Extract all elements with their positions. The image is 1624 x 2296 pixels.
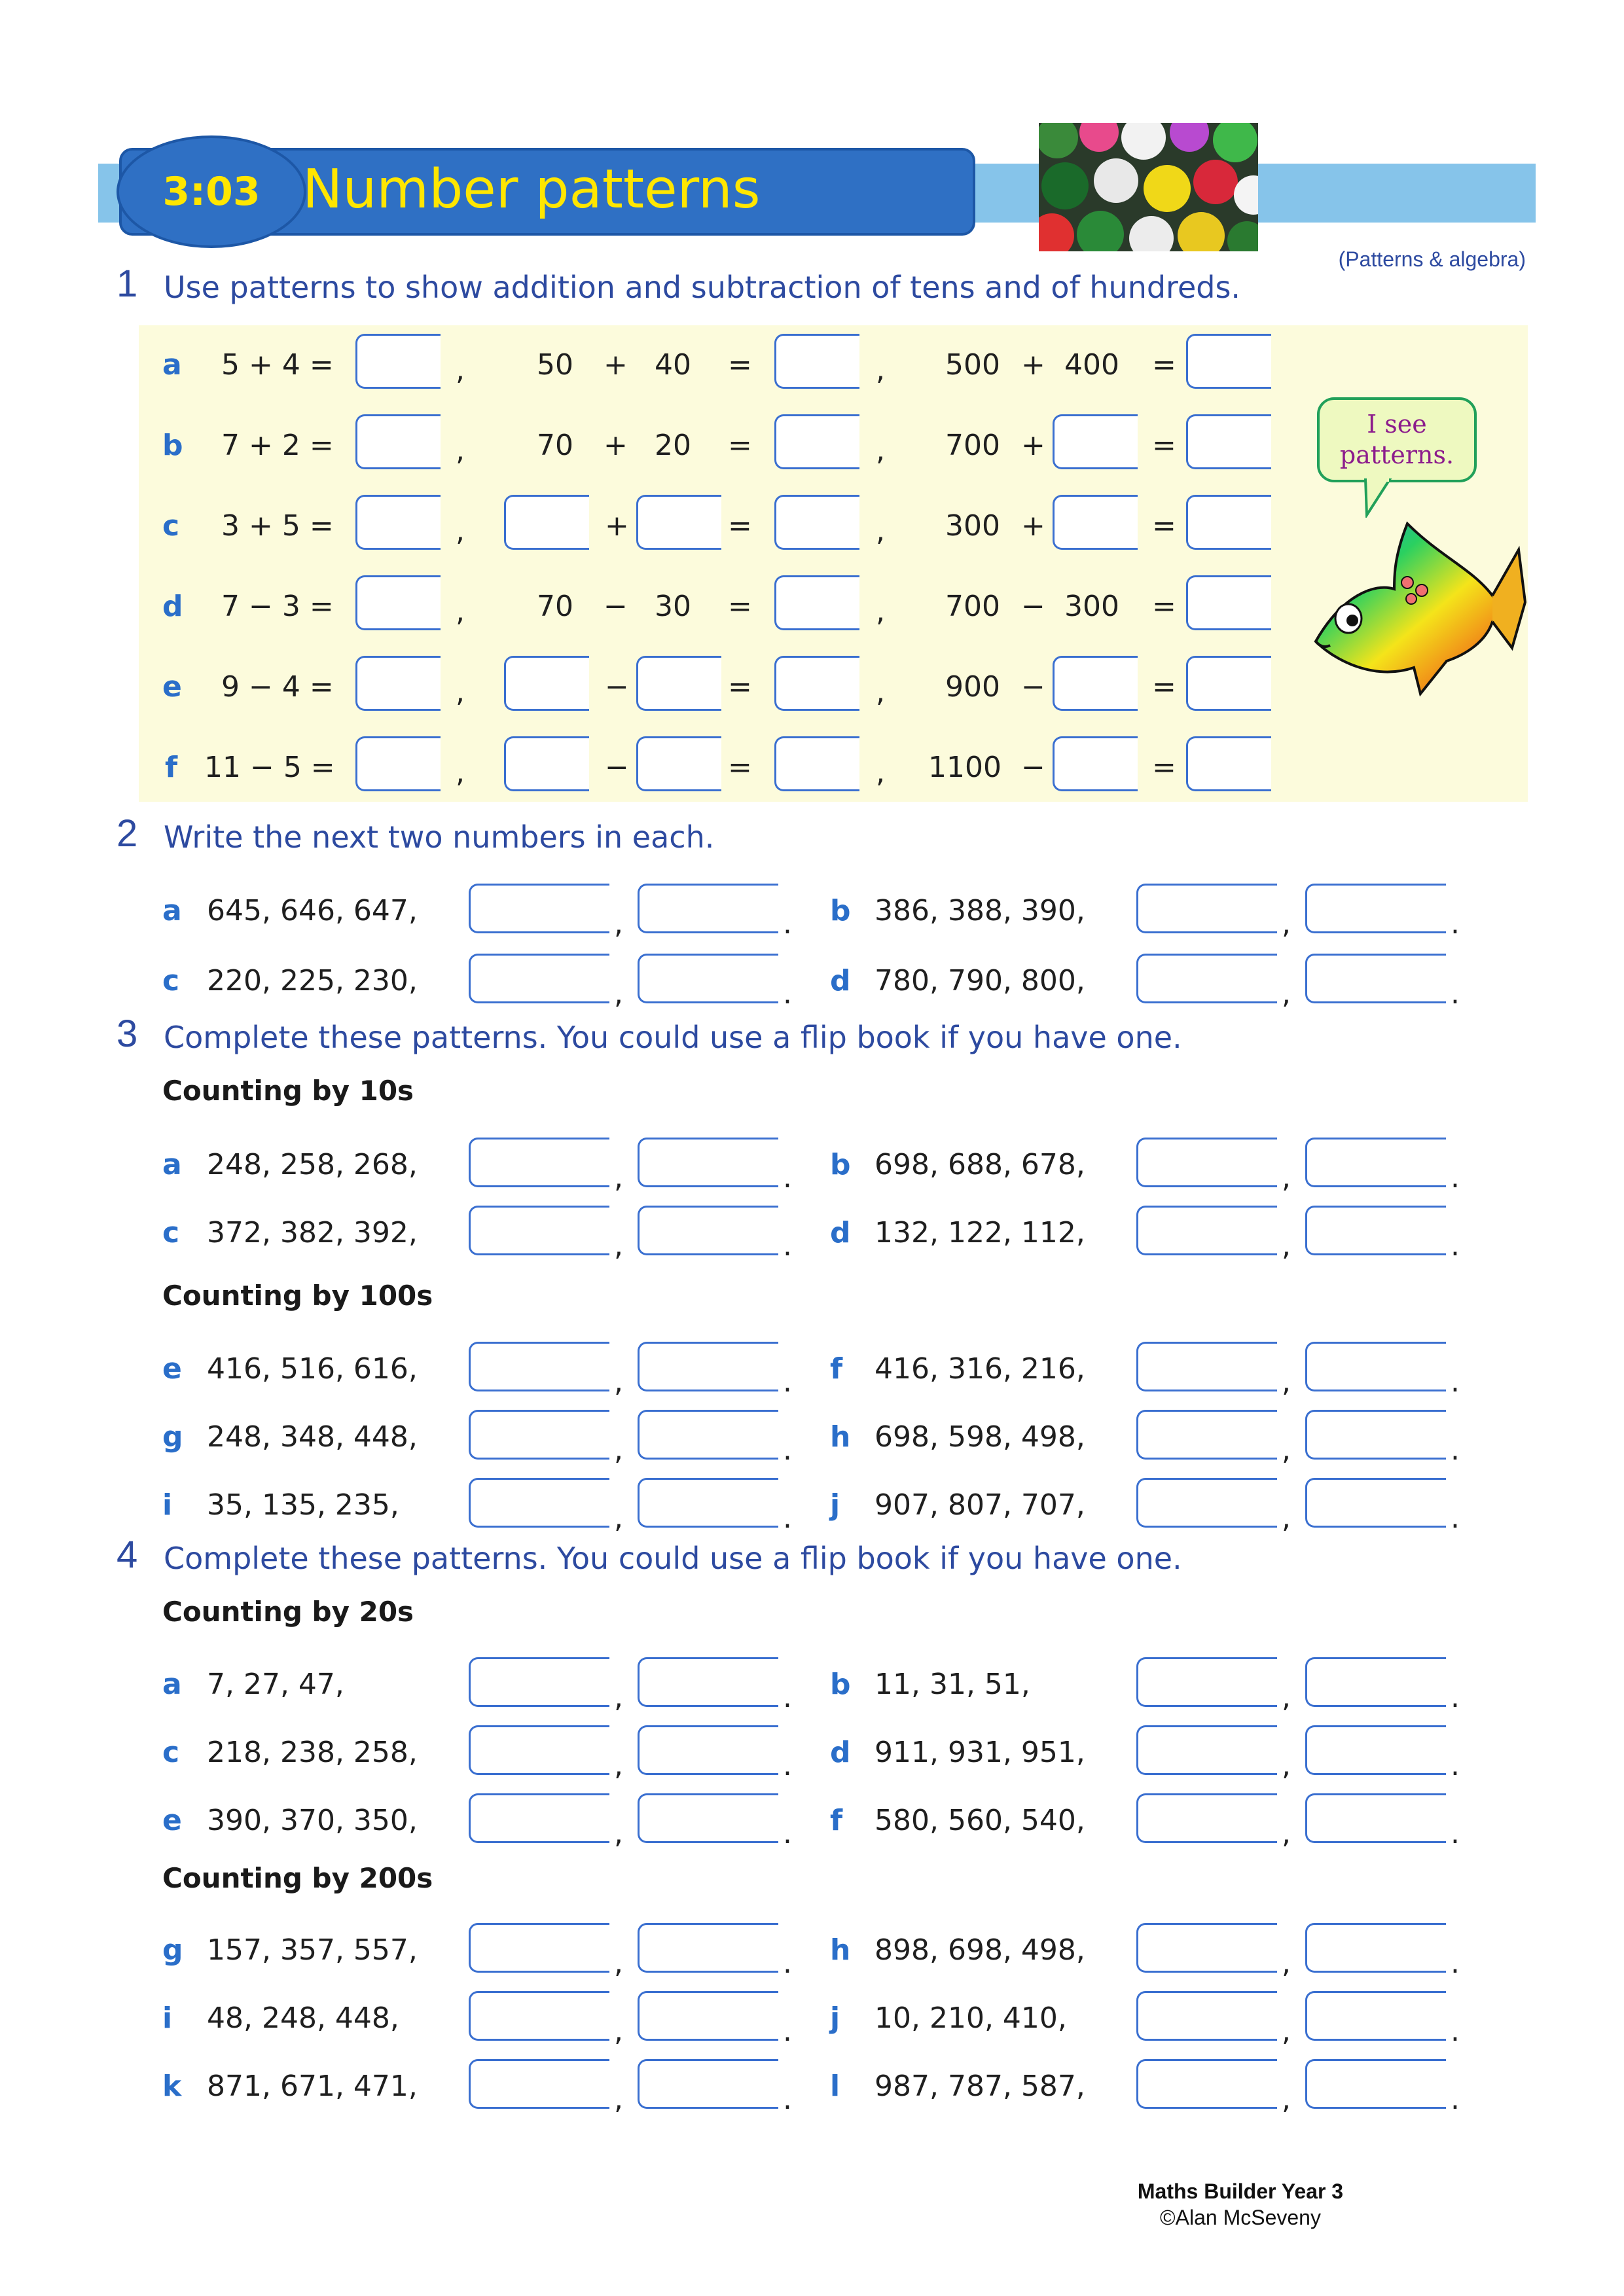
period: .: [1451, 1229, 1460, 1263]
comma: ,: [1282, 1817, 1291, 1850]
q1-mid-box-2[interactable]: [636, 656, 721, 711]
period: .: [1451, 1749, 1460, 1782]
answer-box-2[interactable]: [1305, 1991, 1446, 2041]
q1-expression: 11 − 5 =: [204, 751, 335, 784]
q1-mid-value-2: 30: [655, 590, 691, 623]
answer-box-1[interactable]: [1136, 954, 1277, 1003]
item-sequence: 911, 931, 951,: [875, 1736, 1085, 1769]
period: .: [1451, 1817, 1460, 1850]
q1-mid-value-1: 50: [537, 348, 573, 382]
item-letter: e: [162, 1804, 182, 1837]
q1-equals: =: [1152, 348, 1176, 382]
answer-box-2[interactable]: [638, 1138, 778, 1187]
period: .: [783, 2083, 792, 2116]
q1-equals: =: [1152, 429, 1176, 462]
answer-box-1[interactable]: [469, 1342, 609, 1391]
answer-box-1[interactable]: [469, 1410, 609, 1460]
comma: ,: [614, 1817, 623, 1850]
comma: ,: [614, 2083, 623, 2116]
item-letter: i: [162, 1488, 173, 1522]
lesson-code: 3:03: [162, 169, 261, 215]
answer-box-2[interactable]: [638, 884, 778, 933]
answer-box-1[interactable]: [1136, 1478, 1277, 1528]
period: .: [1451, 1681, 1460, 1714]
q1-equals: =: [1152, 509, 1176, 543]
q1-comma: ,: [876, 675, 885, 709]
comma: ,: [614, 1365, 623, 1399]
q1-equals: =: [728, 509, 752, 543]
strand-label: (Patterns & algebra): [1338, 247, 1526, 271]
q1-answer-box[interactable]: [355, 656, 441, 711]
item-sequence: 248, 348, 448,: [207, 1420, 418, 1454]
item-letter: l: [830, 2070, 840, 2103]
period: .: [783, 907, 792, 941]
question-1-number: 1: [117, 262, 138, 305]
question-3-number: 3: [117, 1013, 138, 1055]
q1-big-value: 900: [945, 670, 1000, 704]
answer-box-2[interactable]: [1305, 1342, 1446, 1391]
q1-answer-box[interactable]: [1186, 414, 1271, 469]
period: .: [1451, 1433, 1460, 1467]
q1-letter: e: [162, 670, 182, 704]
item-sequence: 372, 382, 392,: [207, 1216, 418, 1249]
q1-answer-box[interactable]: [1186, 575, 1271, 630]
comma: ,: [1282, 1365, 1291, 1399]
q1-comma: ,: [876, 353, 885, 387]
comma: ,: [1282, 2083, 1291, 2116]
q1-big-box[interactable]: [1053, 495, 1138, 550]
item-sequence: 218, 238, 258,: [207, 1736, 418, 1769]
q1-mid-value-2: 40: [655, 348, 691, 382]
period: .: [783, 1161, 792, 1194]
item-sequence: 132, 122, 112,: [875, 1216, 1085, 1249]
q1-answer-box[interactable]: [774, 495, 859, 550]
comma: ,: [1282, 907, 1291, 941]
comma: ,: [1282, 1946, 1291, 1980]
item-letter: j: [830, 2001, 840, 2035]
q1-mid-box-1[interactable]: [504, 656, 589, 711]
item-letter: c: [162, 964, 180, 997]
q1-comma: ,: [876, 595, 885, 628]
answer-box-2[interactable]: [638, 954, 778, 1003]
answer-box-2[interactable]: [638, 1342, 778, 1391]
q1-expression: 3 + 5 =: [221, 509, 334, 543]
q1-expression: 9 − 4 =: [221, 670, 334, 704]
period: .: [1451, 1365, 1460, 1399]
answer-box-1[interactable]: [1136, 1725, 1277, 1775]
item-sequence: 698, 688, 678,: [875, 1148, 1085, 1181]
period: .: [783, 2015, 792, 2048]
q1-big-value: 700: [945, 429, 1000, 462]
q1-operator: +: [1021, 348, 1045, 382]
item-letter: d: [830, 1736, 851, 1769]
comma: ,: [614, 2015, 623, 2048]
q1-answer-box[interactable]: [774, 575, 859, 630]
rainbow-fish-icon: [1296, 497, 1532, 720]
item-letter: a: [162, 1668, 182, 1701]
q1-big-value: 1100: [928, 751, 1001, 784]
q1-letter: a: [162, 348, 182, 382]
answer-box-2[interactable]: [1305, 1657, 1446, 1707]
period: .: [1451, 977, 1460, 1011]
item-sequence: 48, 248, 448,: [207, 2001, 399, 2035]
q1-answer-box[interactable]: [774, 334, 859, 389]
period: .: [1451, 907, 1460, 941]
answer-box-1[interactable]: [469, 1793, 609, 1843]
q3-group-label-10s: Counting by 10s: [162, 1075, 414, 1107]
q1-operator: −: [1021, 590, 1045, 623]
q1-answer-box[interactable]: [355, 736, 441, 791]
q1-mid-box-2[interactable]: [636, 736, 721, 791]
period: .: [783, 1946, 792, 1980]
comma: ,: [1282, 977, 1291, 1011]
q1-mid-box-1[interactable]: [504, 495, 589, 550]
period: .: [783, 1817, 792, 1850]
q1-letter: f: [165, 751, 178, 784]
comma: ,: [1282, 1749, 1291, 1782]
q1-letter: b: [162, 429, 183, 462]
q1-letter: c: [162, 509, 180, 543]
comma: ,: [614, 1229, 623, 1263]
page-title: Number patterns: [302, 158, 761, 221]
bubble-line-2: patterns.: [1339, 440, 1454, 469]
q1-equals: =: [1152, 670, 1176, 704]
question-2-number: 2: [117, 812, 138, 855]
q1-big-value: 500: [945, 348, 1000, 382]
answer-box-2[interactable]: [1305, 884, 1446, 933]
comma: ,: [614, 907, 623, 941]
answer-box-1[interactable]: [469, 1206, 609, 1255]
q3-group-label-100s: Counting by 100s: [162, 1280, 433, 1312]
answer-box-2[interactable]: [638, 1478, 778, 1528]
q1-operator: +: [1021, 509, 1045, 543]
item-letter: g: [162, 1420, 183, 1454]
q1-answer-box[interactable]: [1186, 334, 1271, 389]
q1-operator: +: [605, 509, 629, 543]
speech-bubble: [1317, 397, 1477, 482]
q1-big-value: 700: [945, 590, 1000, 623]
comma: ,: [1282, 1161, 1291, 1194]
gumballs-photo: [1039, 123, 1258, 251]
footer-author: ©Alan McSeveny: [1160, 2206, 1321, 2229]
q4-group-label-200s: Counting by 200s: [162, 1862, 433, 1894]
q1-big-value: 300: [945, 509, 1000, 543]
item-sequence: 416, 516, 616,: [207, 1352, 418, 1386]
q1-operator: −: [605, 751, 629, 784]
q1-equals: =: [728, 751, 752, 784]
item-sequence: 11, 31, 51,: [875, 1668, 1030, 1701]
item-letter: e: [162, 1352, 182, 1386]
period: .: [783, 1229, 792, 1263]
question-2-text: Write the next two numbers in each.: [164, 819, 715, 855]
q1-operator: −: [1021, 670, 1045, 704]
period: .: [1451, 1501, 1460, 1535]
answer-box-1[interactable]: [1136, 2059, 1277, 2109]
item-letter: c: [162, 1216, 180, 1249]
comma: ,: [1282, 1433, 1291, 1467]
q1-equals: =: [728, 670, 752, 704]
item-sequence: 157, 357, 557,: [207, 1933, 418, 1967]
item-sequence: 898, 698, 498,: [875, 1933, 1085, 1967]
answer-box-2[interactable]: [638, 1206, 778, 1255]
q1-comma: ,: [456, 434, 465, 467]
answer-box-1[interactable]: [469, 2059, 609, 2109]
period: .: [783, 1681, 792, 1714]
q1-comma: ,: [876, 514, 885, 548]
answer-box-2[interactable]: [638, 1923, 778, 1973]
answer-box-2[interactable]: [638, 1991, 778, 2041]
item-sequence: 907, 807, 707,: [875, 1488, 1085, 1522]
q1-comma: ,: [456, 514, 465, 548]
q1-answer-box[interactable]: [774, 736, 859, 791]
q1-mid-box-2[interactable]: [636, 495, 721, 550]
item-letter: b: [830, 1668, 851, 1701]
answer-box-2[interactable]: [1305, 2059, 1446, 2109]
comma: ,: [614, 1681, 623, 1714]
comma: ,: [1282, 1681, 1291, 1714]
answer-box-1[interactable]: [1136, 1206, 1277, 1255]
answer-box-1[interactable]: [1136, 884, 1277, 933]
answer-box-2[interactable]: [1305, 1725, 1446, 1775]
question-4-number: 4: [117, 1534, 138, 1576]
bubble-line-1: I see: [1367, 409, 1427, 439]
answer-box-1[interactable]: [469, 1478, 609, 1528]
q1-answer-box[interactable]: [355, 495, 441, 550]
q1-equals: =: [728, 348, 752, 382]
answer-box-2[interactable]: [1305, 1478, 1446, 1528]
q1-expression: 7 + 2 =: [221, 429, 334, 462]
q1-comma: ,: [876, 756, 885, 789]
q1-big-value-2: 300: [1064, 590, 1119, 623]
q1-answer-box[interactable]: [1186, 656, 1271, 711]
answer-box-1[interactable]: [1136, 1923, 1277, 1973]
q1-expression: 5 + 4 =: [221, 348, 334, 382]
item-letter: f: [830, 1804, 843, 1837]
item-letter: a: [162, 894, 182, 927]
item-letter: b: [830, 894, 851, 927]
comma: ,: [1282, 2015, 1291, 2048]
q1-mid-value-1: 70: [537, 590, 573, 623]
item-letter: g: [162, 1933, 183, 1967]
comma: ,: [614, 1161, 623, 1194]
q1-big-box[interactable]: [1053, 736, 1138, 791]
comma: ,: [614, 1749, 623, 1782]
item-letter: h: [830, 1933, 851, 1967]
comma: ,: [614, 1501, 623, 1535]
q1-comma: ,: [456, 675, 465, 709]
q1-comma: ,: [876, 434, 885, 467]
q1-operator: −: [1021, 751, 1045, 784]
answer-box-2[interactable]: [1305, 1923, 1446, 1973]
q1-operator: +: [1021, 429, 1045, 462]
item-sequence: 580, 560, 540,: [875, 1804, 1085, 1837]
item-letter: h: [830, 1420, 851, 1454]
answer-box-1[interactable]: [469, 1138, 609, 1187]
item-sequence: 987, 787, 587,: [875, 2070, 1085, 2103]
item-sequence: 386, 388, 390,: [875, 894, 1085, 927]
q1-expression: 7 − 3 =: [221, 590, 334, 623]
answer-box-1[interactable]: [1136, 1793, 1277, 1843]
comma: ,: [614, 977, 623, 1011]
item-sequence: 35, 135, 235,: [207, 1488, 399, 1522]
answer-box-2[interactable]: [638, 1725, 778, 1775]
item-letter: f: [830, 1352, 843, 1386]
period: .: [783, 1501, 792, 1535]
answer-box-1[interactable]: [1136, 1657, 1277, 1707]
q1-letter: d: [162, 590, 183, 623]
footer-book-title: Maths Builder Year 3: [1137, 2179, 1344, 2203]
period: .: [1451, 2083, 1460, 2116]
q1-comma: ,: [456, 595, 465, 628]
item-letter: b: [830, 1148, 851, 1181]
comma: ,: [614, 1946, 623, 1980]
q1-equals: =: [1152, 751, 1176, 784]
question-4-text: Complete these patterns. You could use a flip book if you have one.: [164, 1541, 1182, 1576]
answer-box-1[interactable]: [469, 1991, 609, 2041]
answer-box-2[interactable]: [1305, 1206, 1446, 1255]
item-letter: k: [162, 2070, 182, 2103]
q1-mid-value-2: 20: [655, 429, 691, 462]
comma: ,: [1282, 1229, 1291, 1263]
answer-box-1[interactable]: [469, 1923, 609, 1973]
item-letter: i: [162, 2001, 173, 2035]
item-sequence: 698, 598, 498,: [875, 1420, 1085, 1454]
period: .: [1451, 1161, 1460, 1194]
item-letter: d: [830, 964, 851, 997]
q1-equals: =: [1152, 590, 1176, 623]
answer-box-2[interactable]: [1305, 1138, 1446, 1187]
period: .: [783, 1749, 792, 1782]
comma: ,: [1282, 1501, 1291, 1535]
q1-mid-value-1: 70: [537, 429, 573, 462]
q1-equals: =: [728, 429, 752, 462]
answer-box-2[interactable]: [638, 2059, 778, 2109]
period: .: [1451, 2015, 1460, 2048]
q1-big-value-2: 400: [1064, 348, 1119, 382]
item-sequence: 871, 671, 471,: [207, 2070, 418, 2103]
item-letter: j: [830, 1488, 840, 1522]
q1-operator: +: [604, 348, 628, 382]
q1-answer-box[interactable]: [774, 656, 859, 711]
item-sequence: 220, 225, 230,: [207, 964, 418, 997]
item-letter: d: [830, 1216, 851, 1249]
answer-box-2[interactable]: [1305, 1410, 1446, 1460]
answer-box-2[interactable]: [1305, 954, 1446, 1003]
q1-answer-box[interactable]: [774, 414, 859, 469]
item-sequence: 645, 646, 647,: [207, 894, 418, 927]
period: .: [783, 1365, 792, 1399]
answer-box-1[interactable]: [1136, 1410, 1277, 1460]
item-sequence: 248, 258, 268,: [207, 1148, 418, 1181]
answer-box-2[interactable]: [1305, 1793, 1446, 1843]
answer-box-2[interactable]: [638, 1410, 778, 1460]
q1-operator: −: [605, 670, 629, 704]
period: .: [783, 1433, 792, 1467]
answer-box-2[interactable]: [638, 1793, 778, 1843]
answer-box-1[interactable]: [469, 1657, 609, 1707]
item-sequence: 416, 316, 216,: [875, 1352, 1085, 1386]
period: .: [783, 977, 792, 1011]
item-letter: c: [162, 1736, 180, 1769]
q1-answer-box[interactable]: [355, 414, 441, 469]
q1-comma: ,: [456, 353, 465, 387]
q4-group-label-20s: Counting by 20s: [162, 1596, 414, 1628]
comma: ,: [614, 1433, 623, 1467]
answer-box-1[interactable]: [1136, 1342, 1277, 1391]
q1-answer-box[interactable]: [355, 575, 441, 630]
answer-box-2[interactable]: [638, 1657, 778, 1707]
answer-box-1[interactable]: [469, 884, 609, 933]
q1-answer-box[interactable]: [355, 334, 441, 389]
answer-box-1[interactable]: [469, 954, 609, 1003]
q1-big-box[interactable]: [1053, 414, 1138, 469]
q1-answer-box[interactable]: [1186, 495, 1271, 550]
item-letter: a: [162, 1148, 182, 1181]
item-sequence: 7, 27, 47,: [207, 1668, 344, 1701]
q1-mid-box-1[interactable]: [504, 736, 589, 791]
answer-box-1[interactable]: [1136, 1991, 1277, 2041]
item-sequence: 10, 210, 410,: [875, 2001, 1067, 2035]
q1-equals: =: [728, 590, 752, 623]
q1-comma: ,: [456, 756, 465, 789]
period: .: [1451, 1946, 1460, 1980]
answer-box-1[interactable]: [469, 1725, 609, 1775]
q1-operator: −: [604, 590, 628, 623]
item-sequence: 780, 790, 800,: [875, 964, 1085, 997]
answer-box-1[interactable]: [1136, 1138, 1277, 1187]
question-1-text: Use patterns to show addition and subtraction of tens and of hundreds.: [164, 270, 1241, 305]
q1-operator: +: [604, 429, 628, 462]
q1-answer-box[interactable]: [1186, 736, 1271, 791]
q1-big-box[interactable]: [1053, 656, 1138, 711]
item-sequence: 390, 370, 350,: [207, 1804, 418, 1837]
question-3-text: Complete these patterns. You could use a flip book if you have one.: [164, 1020, 1182, 1055]
